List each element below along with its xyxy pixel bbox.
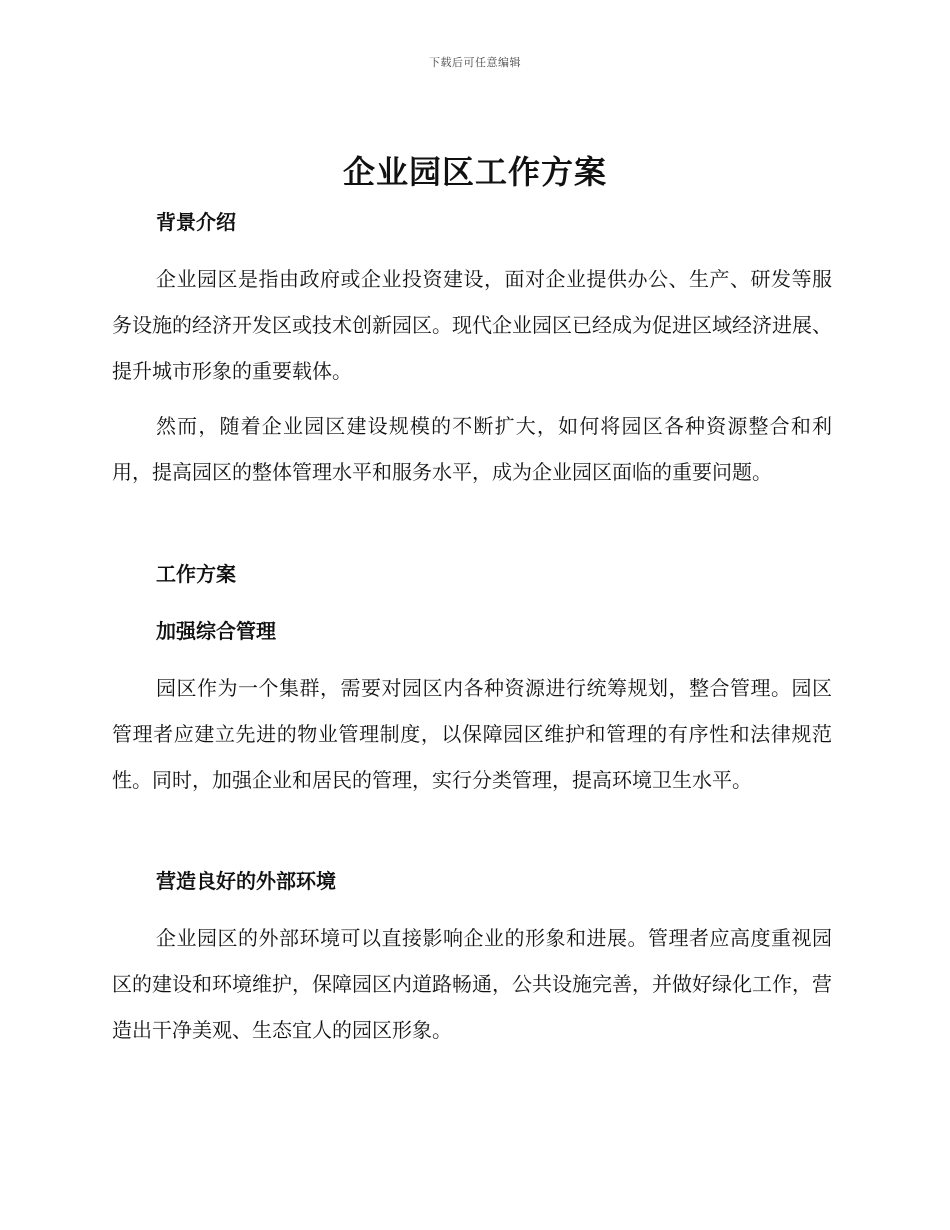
document-title: 企业园区工作方案 (342, 153, 607, 191)
paragraph-background-1: 企业园区是指由政府或企业投资建设，面对企业提供办公、生产、研发等服务设施的经济开发区或技术创新园区。现代企业园区已经成为促进区域经济进展、提升城市形象的重要载体。 (112, 267, 832, 383)
paragraph-environment: 企业园区的外部环境可以直接影响企业的形象和进展。管理者应高度重视园区的建设和环境维护，保障园区内道路畅通，公共设施完善，并做好绿化工作，营造出干净美观、生态宜人的园区形象。 (112, 926, 832, 1042)
section-heading-management: 加强综合管理 (156, 619, 276, 643)
section-heading-environment: 营造良好的外部环境 (156, 869, 336, 893)
paragraph-background-2: 然而，随着企业园区建设规模的不断扩大，如何将园区各种资源整合和利用，提高园区的整体管理水平和服务水平，成为企业园区面临的重要问题。 (112, 414, 832, 484)
paragraph-management: 园区作为一个集群，需要对园区内各种资源进行统筹规划，整合管理。园区管理者应建立先进的物业管理制度，以保障园区维护和管理的有序性和法律规范性。同时，加强企业和居民的管理，实行分类管理，提高环境卫生水平。 (112, 676, 832, 792)
section-heading-plan: 工作方案 (156, 562, 236, 586)
section-heading-background: 背景介绍 (156, 210, 236, 234)
page-header-note: 下载后可任意编辑 (429, 56, 521, 69)
